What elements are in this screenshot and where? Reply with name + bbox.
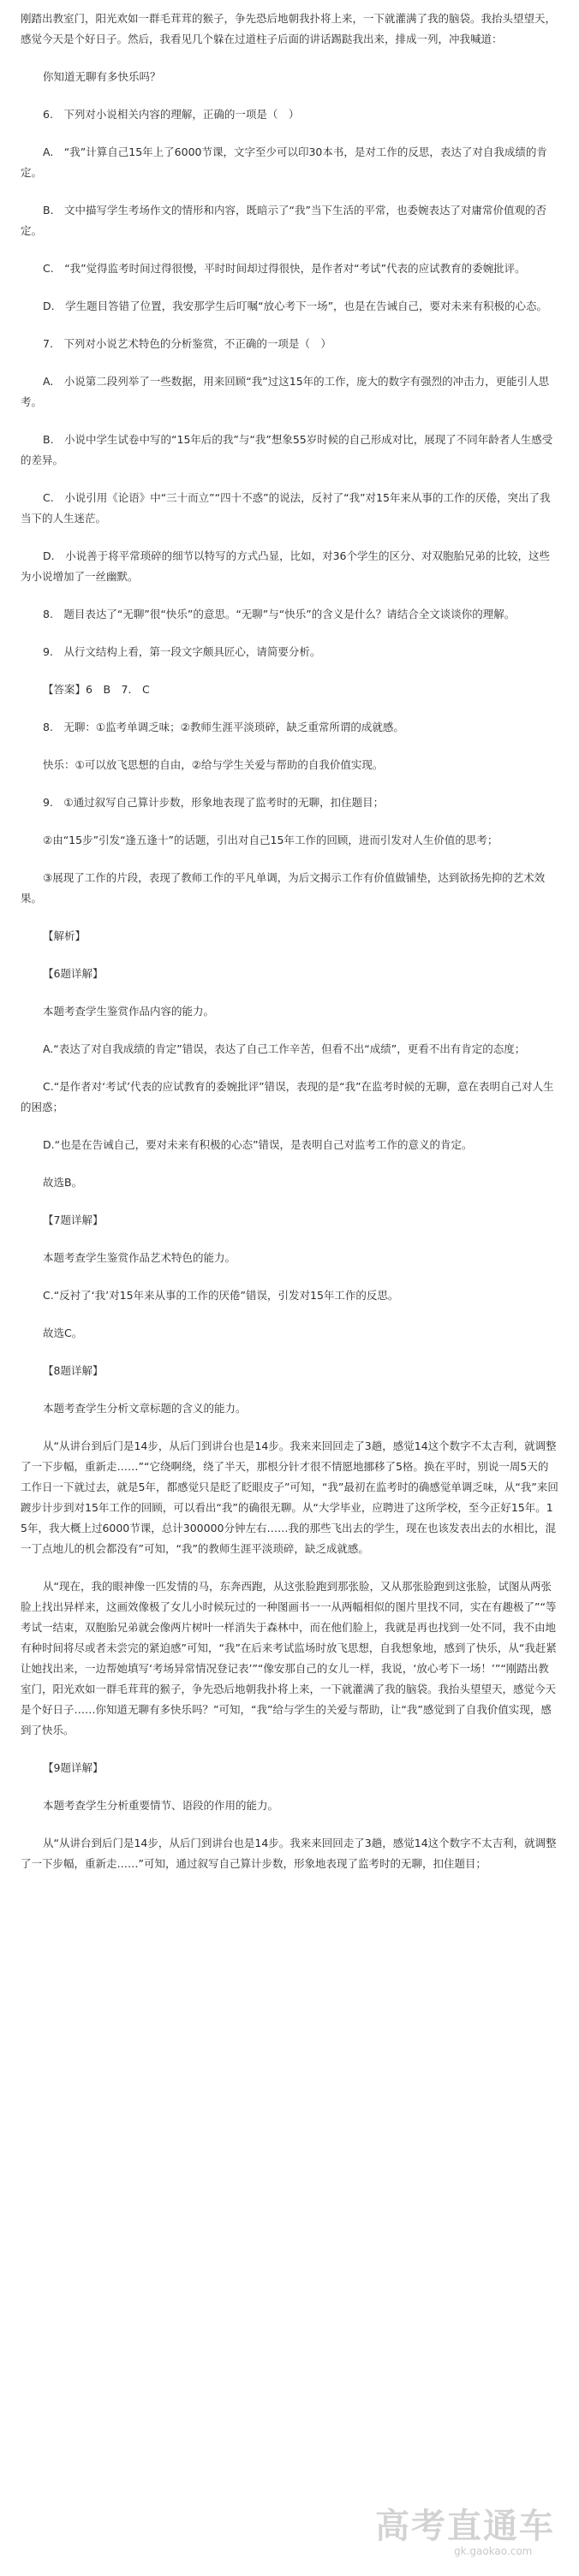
q8-analysis-boring: 从“从讲台到后门是14步，从后门到讲台也是14步。我来来回回走了3趟，感觉14这个数字不太吉利，就调整了一下步幅，重新走……”“它绕啊绕，绕了半天，那根分针才很不情愿地挪移了5格。换在平时，别说一周5天的工作日一下就过去，就是5年，都感觉只是眨了眨眼皮子”可知，“我”最初在监考时的确感觉单调乏味，从“我”来回踱步计步到对15年工作的回顾，可以看出“我”的确很无聊。从“大学毕业，应聘进了这所学校，至今正好15年。15年，我大概上过6000节课，总计300000分钟左右……我的那些飞出去的学生，现在也该发表出去的水相比，混一丁点地儿的机会都没有”可知，“我”的教师生涯平淡琐碎，缺乏成就感。 (21, 1439, 558, 1555)
q6-analysis-d: D.“也是在告诫自己，要对未来有积极的心态”错误，是表明自己对监考工作的意义的肯定。 (43, 1138, 473, 1151)
q8-analysis-happy: 从“现在，我的眼神像一匹发情的马，东奔西跑，从这张脸跑到那张脸，又从那张脸跑到这张脸，试图从两张脸上找出异样来，这画效像极了女儿小时候玩过的一种图画书一一从两幅相似的图片里找不同，实在有趣极了”“等考试一结束，双胞胎兄弟就会像两片树叶一样消失于森林中，而在他们脸上，我就是再也找到一处不同，我不由地有种时间将尽或者未尝完的紧迫感”可知，“我”在后来考试监场时放飞思想，自我想象地，感到了快乐，从“我赶紧让她找出来，一边帮她填写‘考场异常情况登记表’”“像安那自己的女儿一样，我说，‘放心考下一场！’”“刚踏出教室门，阳光欢如一群毛茸茸的猴子，争先恐后地朝我扑将上来，一下就灌满了我的脑袋。我抬头望望天，感觉今天是个好日子……你知道无聊有多快乐吗？”可知，“我”给与学生的关爱与帮助，让“我”感觉到了自我价值实现，感到了快乐。 (21, 1580, 557, 1736)
question-6: 6. 下列对小说相关内容的理解，正确的一项是（ ） (43, 108, 300, 121)
q6-option-d: D. 学生题目答错了位置，我安那学生后叮嘱“放心考下一场”，也是在告诫自己，要对未来有积极的心态。 (43, 300, 548, 312)
answer-heading: 【答案】6 B 7. C (43, 683, 150, 696)
answer-8-boring: 8. 无聊：①监考单调乏味；②教师生涯平淡琐碎，缺乏重常所谓的成就感。 (43, 721, 404, 733)
q6-option-a: A. “我”计算自己15年上了6000节课，文字至少可以印30本书，是对工作的反思，表达了对自我成绩的肯定。 (21, 145, 547, 179)
answer-8-happy: 快乐：①可以放飞思想的自由，②给与学生关爱与帮助的自我价值实现。 (43, 758, 384, 771)
q6-option-c: C. “我”觉得监考时间过得很慢，平时时间却过得很快，是作者对“考试”代表的应试教育的委婉批评。 (43, 262, 526, 275)
q9-analysis-body: 从“从讲台到后门是14步，从后门到讲台也是14步。我来来回回走了3趟，感觉14这个数字不太吉利，就调整了一下步幅，重新走……”可知，通过叙写自己算计步数，形象地表现了监考时的无聊，扣住题目； (21, 1837, 557, 1870)
q6-choice: 故选B。 (43, 1176, 83, 1189)
watermark-url: gk.gaokao.com (454, 2545, 533, 2557)
q7-option-a: A. 小说第二段列举了一些数据，用来回顾“我”过这15年的工作，庞大的数字有强烈的冲击力，更能引人思考。 (21, 375, 550, 408)
q8-analysis-heading: 【8题详解】 (43, 1364, 104, 1377)
watermark-logo: 高考直通车 (375, 2507, 555, 2546)
q7-option-d: D. 小说善于将平常琐碎的细节以特写的方式凸显，比如，对36个学生的区分、对双胞胎兄弟的比较，这些为小说增加了一丝幽默。 (21, 549, 551, 583)
q7-option-b: B. 小说中学生试卷中写的“15年后的我”与“我”想象55岁时候的自己形成对比，展现了不同年龄者人生感受的差异。 (21, 433, 553, 466)
question-7: 7. 下列对小说艺术特色的分析鉴赏，不正确的一项是（ ） (43, 337, 331, 350)
q7-analysis-heading: 【7题详解】 (43, 1214, 104, 1226)
answer-9-point-3: ③展现了工作的片段，表现了教师工作的平凡单调，为后文揭示工作有价值做铺垫，达到欲扬先抑的艺术效果。 (21, 871, 546, 905)
answer-9-point-1: 9. ①通过叙写自己算计步数，形象地表现了监考时的无聊，扣住题目； (43, 796, 385, 809)
q6-analysis-a: A.“表达了对自我成绩的肯定”错误，表达了自己工作辛苦，但看不出“成绩”，更看不出有肯定的态度； (43, 1042, 526, 1055)
q9-analysis-intro: 本题考查学生分析重要情节、语段的作用的能力。 (43, 1799, 279, 1812)
q7-analysis-c: C.“反衬了‘我’对15年来从事的工作的厌倦”错误，引发对15年工作的反思。 (43, 1289, 399, 1302)
q6-analysis-intro: 本题考查学生鉴赏作品内容的能力。 (43, 1005, 215, 1018)
q7-option-c: C. 小说引用《论语》中“三十而立”“四十不惑”的说法，反衬了“我”对15年来从事的工作的厌倦，突出了我当下的人生迷茫。 (21, 491, 551, 525)
q6-analysis-heading: 【6题详解】 (43, 967, 104, 980)
analysis-heading: 【解析】 (43, 929, 87, 942)
q7-analysis-intro: 本题考查学生鉴赏作品艺术特色的能力。 (43, 1251, 236, 1264)
story-closing-line: 你知道无聊有多快乐吗？ (43, 70, 161, 83)
story-excerpt: 刚踏出教室门，阳光欢如一群毛茸茸的猴子，争先恐后地朝我扑将上来，一下就灌满了我的脑袋。我抬头望望天，感觉今天是个好日子。然后，我看见几个躲在过道柱子后面的讲话踢跶我出来，排成一列，冲我喊道： (21, 12, 557, 45)
question-9: 9. 从行文结构上看，第一段文字颇具匠心，请简要分析。 (43, 645, 321, 658)
q6-option-b: B. 文中描写学生考场作文的情形和内容，既暗示了“我”当下生活的平常，也委婉表达了对庸常价值观的否定。 (21, 204, 547, 237)
site-watermark (375, 2499, 572, 2569)
question-8: 8. 题目表达了“无聊”很“快乐”的意思。“无聊”与“快乐”的含义是什么？请结合全文谈谈你的理解。 (43, 608, 516, 620)
answer-9-point-2: ②由“15步”引发“逢五逢十”的话题，引出对自己15年工作的回顾，进而引发对人生价值的思考； (43, 834, 498, 846)
q6-analysis-c: C.“是作者对‘考试’代表的应试教育的委婉批评”错误，表现的是“我”在监考时候的无聊，意在表明自己对人生的困惑； (21, 1080, 554, 1113)
q9-analysis-heading: 【9题详解】 (43, 1761, 104, 1774)
q7-choice: 故选C。 (43, 1327, 83, 1339)
q8-analysis-intro: 本题考查学生分析文章标题的含义的能力。 (43, 1402, 247, 1415)
